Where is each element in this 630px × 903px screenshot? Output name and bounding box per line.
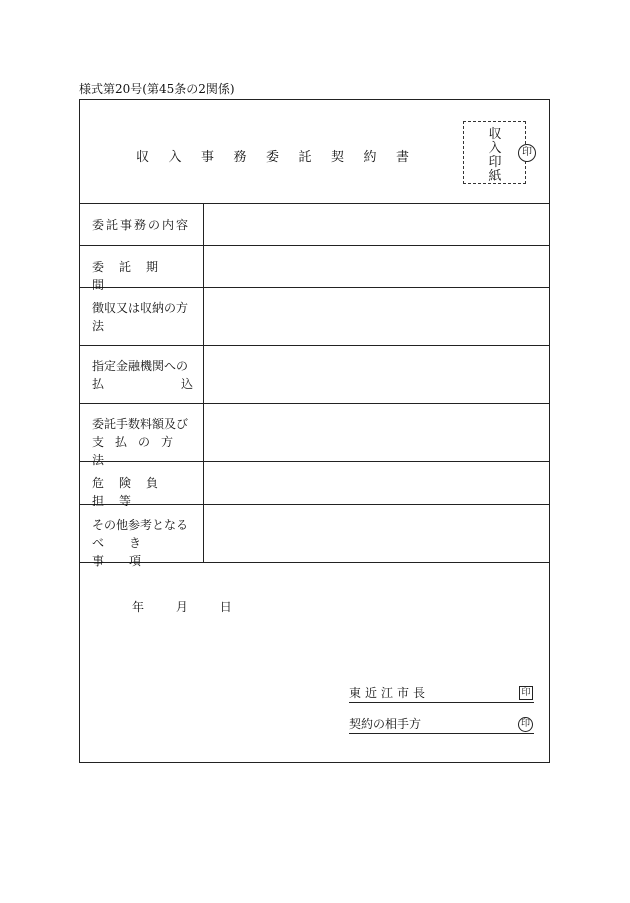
row-collection-method xyxy=(80,288,549,346)
row-outsourced-content xyxy=(80,204,549,246)
value-field[interactable] xyxy=(204,404,549,461)
row-label-line2-left: 払 xyxy=(92,377,105,391)
row-label: 危険負担等 xyxy=(92,476,174,508)
row-label: 委託事務の内容 xyxy=(92,218,191,232)
seal-circle-icon: 印 xyxy=(518,144,536,162)
row-label-line2: べき事項 xyxy=(92,536,167,568)
seal-square-icon: 印 xyxy=(519,686,533,700)
signature-label: 契約の相手方 xyxy=(349,717,422,731)
value-field[interactable] xyxy=(204,505,549,562)
row-commission-fee xyxy=(80,404,549,467)
value-field[interactable] xyxy=(204,346,549,403)
signature-label: 東近江市長 xyxy=(349,686,430,700)
date-line xyxy=(132,598,260,615)
row-bank-transfer xyxy=(80,346,549,404)
document-title: 収入事務委託契約書 xyxy=(136,150,429,165)
contract-form xyxy=(79,99,550,763)
date-month: 月 xyxy=(175,600,188,614)
row-label-line1: 指定金融機関への xyxy=(92,359,189,373)
row-label-line1: 委託手数料額及び xyxy=(92,417,189,431)
row-label-line1: その他参考となる xyxy=(92,518,189,532)
form-number: 様式第20号(第45条の2関係) xyxy=(79,82,235,96)
row-label-line1: 徴収又は収納の方 xyxy=(92,301,189,315)
row-label-line2: 法 xyxy=(92,319,105,333)
value-field[interactable] xyxy=(204,288,549,345)
revenue-stamp-label: 収入印紙 xyxy=(488,127,502,184)
form-header xyxy=(80,100,549,204)
signature-mayor[interactable] xyxy=(349,686,534,703)
row-label: 委託期間 xyxy=(92,260,174,292)
revenue-stamp-area xyxy=(463,121,526,184)
row-label-line2: 支払の方法 xyxy=(92,435,185,467)
value-field[interactable] xyxy=(204,204,549,245)
signature-counterparty[interactable] xyxy=(349,717,534,734)
date-day: 日 xyxy=(219,600,232,614)
value-field[interactable] xyxy=(204,246,549,287)
row-risk-bearing xyxy=(80,462,549,508)
row-contract-period xyxy=(80,246,549,292)
value-field[interactable] xyxy=(204,462,549,504)
row-label-line2-right: 込 xyxy=(180,377,193,391)
seal-circle-icon: 印 xyxy=(518,717,533,732)
date-year: 年 xyxy=(132,600,145,614)
row-other-notes xyxy=(80,505,549,568)
